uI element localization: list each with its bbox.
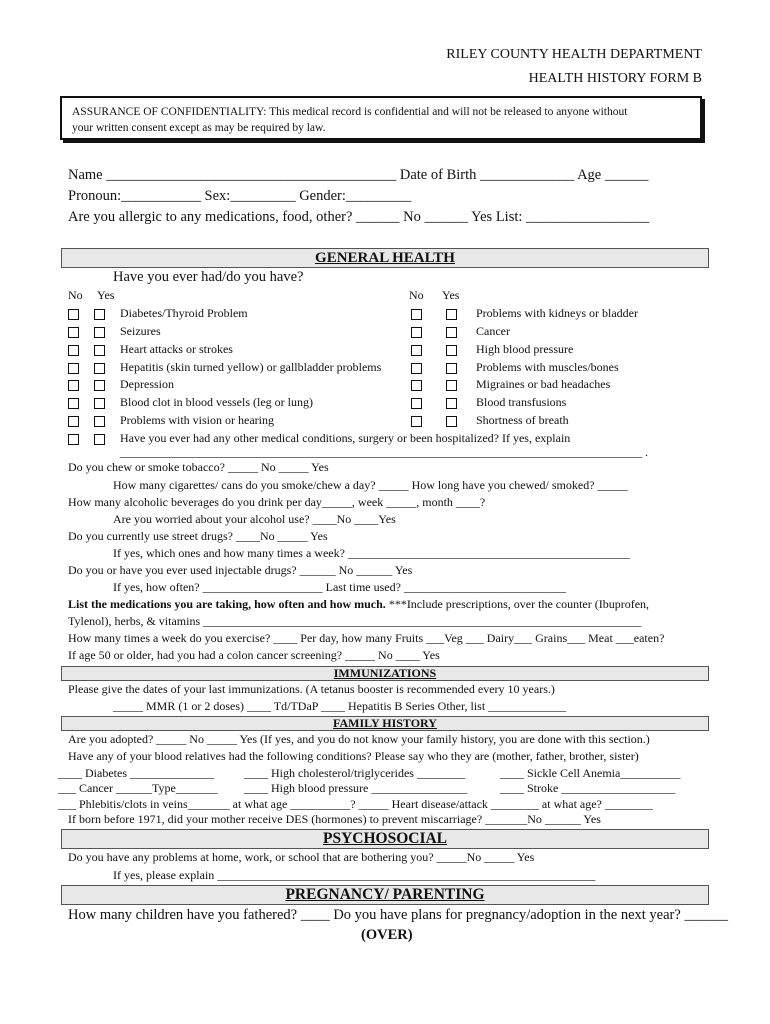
pregnancy-question[interactable]: How many children have you fathered? ____ Do you have plans for pregnancy/adoption in the next year? ______	[68, 907, 728, 923]
no-checkbox[interactable]	[411, 416, 422, 427]
condition-label: Heart attacks or strokes	[120, 342, 233, 356]
yes-checkbox[interactable]	[446, 363, 457, 374]
department-name: RILEY COUNTY HEALTH DEPARTMENT	[446, 47, 702, 62]
no-checkbox[interactable]	[411, 380, 422, 391]
psychosocial-header	[61, 829, 709, 849]
injectable-drugs-question[interactable]: Do you or have you ever used injectable drugs? ______ No ______ Yes	[68, 563, 413, 577]
yes-checkbox[interactable]	[446, 398, 457, 409]
other-conditions-explain-line[interactable]: _______________________________________________________________________________________ .	[120, 445, 648, 459]
yes-checkbox[interactable]	[94, 416, 105, 427]
relatives-question: Have any of your blood relatives had the following conditions? Please say who they are (mother, father, brother, sister)	[68, 749, 639, 763]
general-health-title: GENERAL HEALTH	[315, 250, 455, 266]
no-checkbox[interactable]	[68, 416, 79, 427]
family-history-title: FAMILY HISTORY	[333, 716, 437, 730]
no-checkbox[interactable]	[68, 363, 79, 374]
cancer-field[interactable]: ___ Cancer ______Type_______	[58, 781, 218, 795]
yes-checkbox[interactable]	[94, 309, 105, 320]
tobacco-question[interactable]: Do you chew or smoke tobacco? _____ No _____ Yes	[68, 460, 329, 474]
confidentiality-line-2: your written consent except as may be required by law.	[72, 122, 326, 134]
stroke-field[interactable]: ____ Stroke ___________________	[500, 781, 676, 795]
alcohol-worry-question[interactable]: Are you worried about your alcohol use? ____No ____Yes	[113, 512, 396, 526]
des-question[interactable]: If born before 1971, did your mother receive DES (hormones) to prevent miscarriage? _______No ______ Yes	[68, 812, 601, 826]
colon-screening-question[interactable]: If age 50 or older, had you had a colon cancer screening? _____ No ____ Yes	[68, 648, 440, 662]
right-yes-header: Yes	[442, 288, 460, 302]
no-checkbox[interactable]	[411, 363, 422, 374]
general-health-header	[61, 248, 709, 268]
medications-rest: ***Include prescriptions, over the counter (Ibuprofen,	[385, 597, 650, 611]
phlebitis-heart-field[interactable]: ___ Phlebitis/clots in veins_______ at what age __________? _____ Heart disease/attack ________ at what age? ________	[58, 797, 653, 811]
condition-label: Seizures	[120, 324, 161, 338]
psychosocial-question[interactable]: Do you have any problems at home, work, or school that are bothering you? _____No _____ Yes	[68, 850, 535, 864]
family-history-header	[61, 716, 709, 731]
yes-checkbox[interactable]	[446, 416, 457, 427]
condition-label: Shortness of breath	[476, 413, 569, 427]
psychosocial-title: PSYCHOSOCIAL	[322, 830, 448, 847]
no-checkbox[interactable]	[68, 380, 79, 391]
condition-label: Diabetes/Thyroid Problem	[120, 306, 248, 320]
immunizations-instruction: Please give the dates of your last immunizations. (A tetanus booster is recommended every 10 years.)	[68, 682, 555, 696]
yes-checkbox[interactable]	[94, 380, 105, 391]
diabetes-field[interactable]: ____ Diabetes ______________	[58, 766, 214, 780]
yes-checkbox[interactable]	[446, 327, 457, 338]
medications-line[interactable]: Tylenol), herbs, & vitamins _________________________________________________________________________	[68, 614, 642, 628]
medications-instruction	[68, 597, 649, 612]
yes-checkbox[interactable]	[446, 380, 457, 391]
no-checkbox[interactable]	[411, 345, 422, 356]
form-title: HEALTH HISTORY FORM B	[528, 71, 702, 86]
alcohol-question[interactable]: How many alcoholic beverages do you drink per day_____, week _____, month ____?	[68, 495, 486, 509]
condition-label: Blood clot in blood vessels (leg or lung)	[120, 395, 313, 409]
no-checkbox[interactable]	[68, 398, 79, 409]
no-checkbox[interactable]	[68, 309, 79, 320]
sickle-cell-field[interactable]: ____ Sickle Cell Anemia__________	[500, 766, 681, 780]
yes-checkbox[interactable]	[446, 345, 457, 356]
immunizations-line[interactable]: _____ MMR (1 or 2 doses) ____ Td/TDaP ____ Hepatitis B Series Other, list _____________	[113, 699, 567, 713]
no-checkbox[interactable]	[411, 327, 422, 338]
no-checkbox[interactable]	[411, 309, 422, 320]
yes-checkbox[interactable]	[94, 327, 105, 338]
pregnancy-title: PREGNANCY/ PARENTING	[285, 886, 485, 903]
psychosocial-explain-line[interactable]: If yes, please explain _______________________________________________________________	[113, 868, 596, 882]
no-checkbox[interactable]	[68, 345, 79, 356]
street-drugs-question[interactable]: Do you currently use street drugs? ____No _____ Yes	[68, 529, 328, 543]
cigarettes-question[interactable]: How many cigarettes/ cans do you smoke/chew a day? _____ How long have you chewed/ smoked? _____	[113, 478, 628, 492]
yes-checkbox[interactable]	[94, 398, 105, 409]
blood-pressure-field[interactable]: ____ High blood pressure ________________	[244, 781, 468, 795]
condition-label: Problems with vision or hearing	[120, 413, 274, 427]
name-dob-age-line[interactable]: Name ________________________________________ Date of Birth _____________ Age ______	[68, 167, 649, 183]
condition-label: Depression	[120, 377, 174, 391]
condition-label: Blood transfusions	[476, 395, 567, 409]
condition-label: Migraines or bad headaches	[476, 377, 611, 391]
no-checkbox[interactable]	[411, 398, 422, 409]
street-drugs-detail[interactable]: If yes, which ones and how many times a week? _______________________________________________	[113, 546, 630, 560]
yes-checkbox[interactable]	[94, 363, 105, 374]
condition-label: Cancer	[476, 324, 510, 338]
allergy-line[interactable]: Are you allergic to any medications, food, other? ______ No ______ Yes List: _________________	[68, 209, 650, 225]
confidentiality-line-1: ASSURANCE OF CONFIDENTIALITY: This medical record is confidential and will not be released to anyone without	[72, 106, 628, 118]
medications-bold: List the medications you are taking, how often and how much.	[68, 597, 386, 611]
yes-checkbox[interactable]	[94, 434, 105, 445]
condition-label: Problems with muscles/bones	[476, 360, 619, 374]
right-no-header: No	[409, 288, 424, 302]
other-conditions-label: Have you ever had any other medical conditions, surgery or been hospitalized? If yes, explain	[120, 431, 571, 445]
injectable-drugs-detail[interactable]: If yes, how often? ____________________ Last time used? ___________________________	[113, 580, 566, 594]
general-health-prompt: Have you ever had/do you have?	[113, 269, 304, 285]
immunizations-title: IMMUNIZATIONS	[333, 666, 437, 680]
condition-label: Hepatitis (skin turned yellow) or gallbladder problems	[120, 360, 382, 374]
yes-checkbox[interactable]	[94, 345, 105, 356]
immunizations-header	[61, 666, 709, 681]
over-label: (OVER)	[361, 927, 413, 943]
no-checkbox[interactable]	[68, 434, 79, 445]
condition-label: High blood pressure	[476, 342, 574, 356]
pronoun-sex-gender-line[interactable]: Pronoun:___________ Sex:_________ Gender:_________	[68, 188, 412, 204]
cholesterol-field[interactable]: ____ High cholesterol/triglycerides ________	[244, 766, 465, 780]
yes-checkbox[interactable]	[446, 309, 457, 320]
left-no-header: No	[68, 288, 83, 302]
no-checkbox[interactable]	[68, 327, 79, 338]
exercise-diet-question[interactable]: How many times a week do you exercise? ____ Per day, how many Fruits ___Veg ___ Dairy___ Grains___ Meat ___eaten?	[68, 631, 665, 645]
confidentiality-box	[60, 96, 702, 140]
pregnancy-header	[61, 885, 709, 905]
condition-label: Problems with kidneys or bladder	[476, 306, 638, 320]
left-yes-header: Yes	[97, 288, 115, 302]
adopted-question[interactable]: Are you adopted? _____ No _____ Yes (If yes, and you do not know your family history, you are done with this section.)	[68, 732, 650, 746]
